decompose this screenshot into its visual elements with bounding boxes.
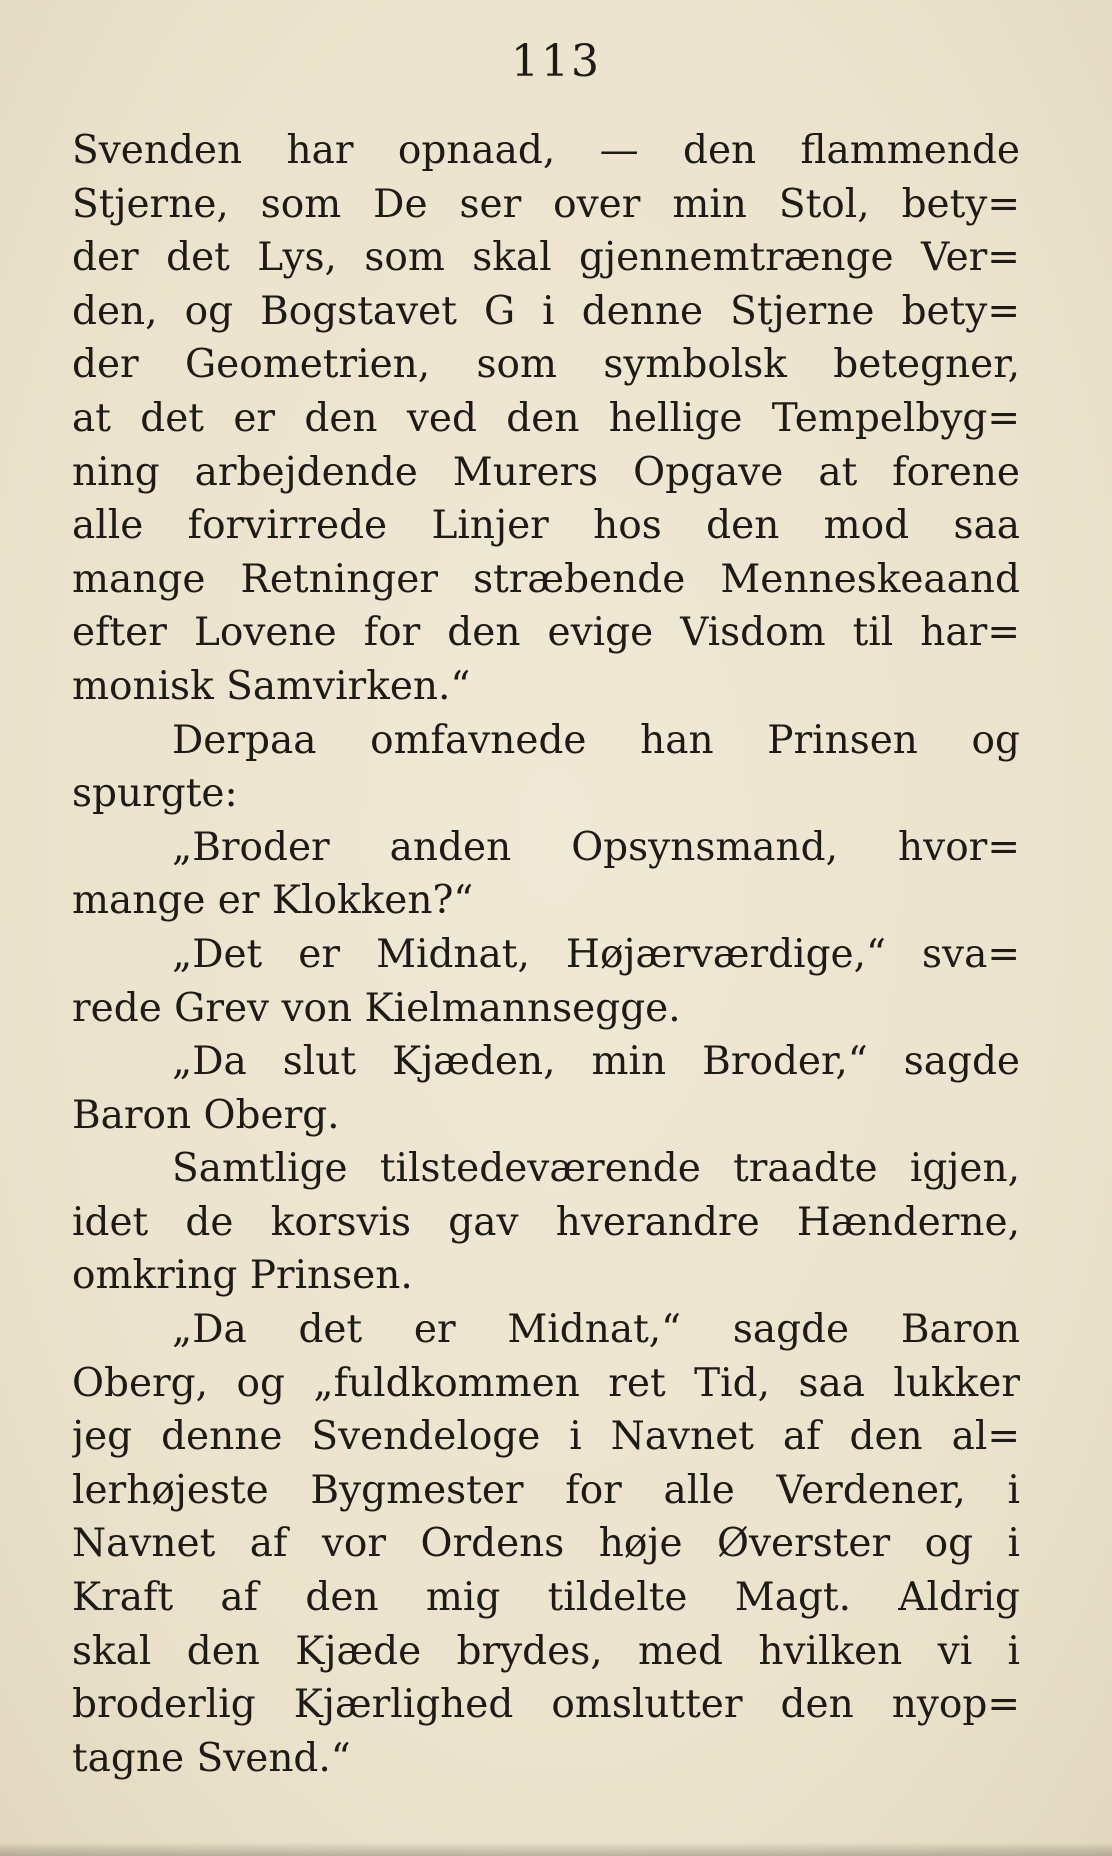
text-line: alle forvirrede Linjer hos den mod saa — [72, 503, 1020, 549]
text-line: spurgte: — [72, 771, 238, 817]
text-line: Svenden har opnaad, — den flammende — [72, 128, 1020, 173]
text-line: broderlig Kjærlighed omslutter den nyop= — [72, 1682, 1020, 1728]
text-line: Stjerne, som De ser over min Stol, bety= — [72, 181, 1020, 227]
text-line: omkring Prinsen. — [72, 1253, 413, 1299]
text-line: „Da slut Kjæden, min Broder,“ sagde — [172, 1039, 1020, 1085]
text-line: jeg denne Svendeloge i Navnet af den al= — [72, 1414, 1020, 1460]
text-line: idet de korsvis gav hverandre Hænderne, — [72, 1199, 1020, 1245]
text-line: Kraft af den mig tildelte Magt. Aldrig — [72, 1575, 1020, 1621]
text-line: „Broder anden Opsynsmand, hvor= — [172, 824, 1020, 870]
body-text — [72, 124, 1020, 1785]
text-line: der det Lys, som skal gjennemtrænge Ver= — [72, 235, 1020, 281]
text-line: „Det er Midnat, Højærværdige,“ sva= — [172, 931, 1020, 977]
text-line: mange Retninger stræbende Menneskeaand — [72, 556, 1020, 602]
text-line: lerhøjeste Bygmester for alle Verdener, i — [72, 1467, 1020, 1513]
text-line: mange er Klokken?“ — [72, 878, 474, 924]
text-line: efter Lovene for den evige Visdom til har= — [72, 610, 1020, 656]
text-line: ning arbejdende Murers Opgave at forene — [72, 449, 1020, 495]
text-line: Oberg, og „fuldkommen ret Tid, saa lukker — [72, 1360, 1020, 1406]
page-edge-shadow — [0, 1842, 1112, 1856]
text-line: den, og Bogstavet G i denne Stjerne bety= — [72, 288, 1020, 334]
text-line: „Da det er Midnat,“ sagde Baron — [172, 1307, 1020, 1353]
text-line: Samtlige tilstedeværende traadte igjen, — [172, 1146, 1020, 1192]
text-line: Derpaa omfavnede han Prinsen og — [172, 717, 1020, 763]
page-number: 113 — [511, 36, 601, 87]
text-line: at det er den ved den hellige Tempelbyg= — [72, 395, 1020, 441]
text-line: rede Grev von Kielmannsegge. — [72, 985, 681, 1031]
text-line: Navnet af vor Ordens høje Øverster og i — [72, 1521, 1020, 1567]
text-line: tagne Svend.“ — [72, 1735, 351, 1781]
text-line: Baron Oberg. — [72, 1092, 340, 1138]
text-line: skal den Kjæde brydes, med hvilken vi i — [72, 1628, 1020, 1674]
text-line: der Geometrien, som symbolsk betegner, — [72, 342, 1020, 388]
text-line: monisk Samvirken.“ — [72, 663, 471, 709]
